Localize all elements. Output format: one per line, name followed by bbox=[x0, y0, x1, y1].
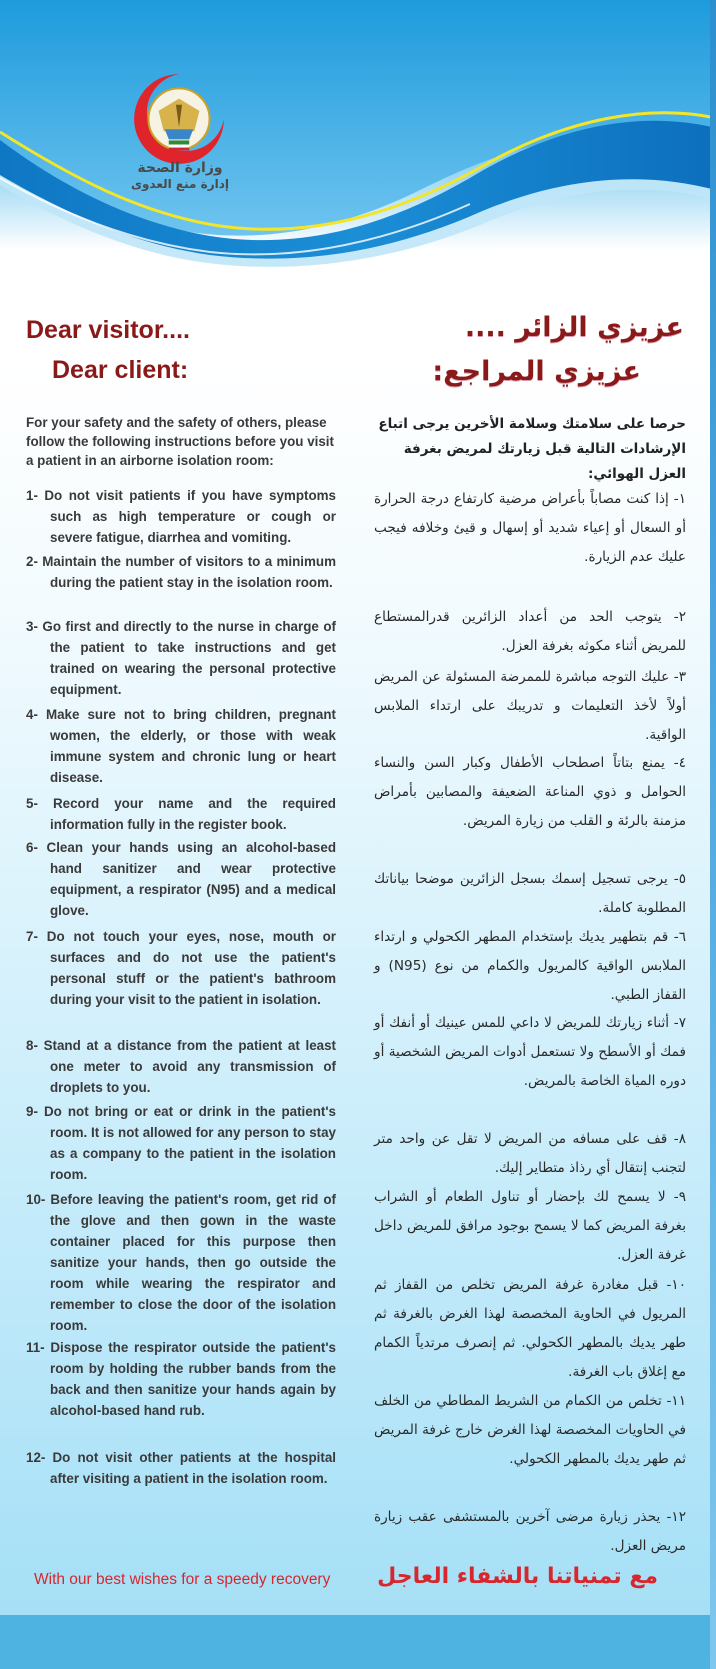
english-heading-visitor: Dear visitor.... bbox=[26, 316, 190, 344]
ministry-crest-icon bbox=[128, 68, 230, 170]
arabic-item-10: ١٠- قبل مغادرة غرفة المريض تخلص من القفاز ثم المريول في الحاوية المخصصة لهذا الغرض بالغرفة ثم طهر يديك بالمطهر الكحولي. ثم إنصرف مرتدياً الكمام مع إغلاق باب الغرفة. bbox=[374, 1277, 686, 1380]
arabic-heading-visitor: عزيزي الزائر .... bbox=[464, 312, 684, 343]
arabic-item-2: ٢- يتوجب الحد من أعداد الزائرين قدرالمستطاع للمريض أثناء مكوثه بغرفة العزل. bbox=[374, 609, 686, 654]
arabic-item-5: ٥- يرجى تسجيل إسمك بسجل الزائرين موضحا بياناتك المطلوبة كاملة. bbox=[374, 871, 686, 916]
arabic-item-8: ٨- قف على مسافه من المريض لا تقل عن واحد متر لتجنب إنتقال أي رذاذ متطاير إليك. bbox=[374, 1131, 686, 1176]
arabic-closing: مع تمنياتنا بالشفاء العاجل bbox=[377, 1564, 658, 1589]
english-item-6: 6- Clean your hands using an alcohol-based hand sanitizer and wear protective equipment, a respirator (N95) and a medical glove. bbox=[26, 840, 336, 918]
arabic-intro: حرصا على سلامتك وسلامة الأخرين يرجى اتباع الإرشادات التالية قبل زيارتك لمريض بغرفة العزل الهوائي: bbox=[378, 416, 686, 482]
english-item-4: 4- Make sure not to bring children, pregnant women, the elderly, or those with weak immune system and chronic lung or heart disease. bbox=[26, 707, 336, 785]
english-item-10: 10- Before leaving the patient's room, get rid of the glove and then gown in the waste container placed for this purpose then sanitize your hands, then go outside the room while wearing the respirator and remember to close the door of the isolation room. bbox=[26, 1192, 336, 1333]
arabic-item-9: ٩- لا يسمح لك بإحضار أو تناول الطعام أو الشراب بغرفة المريض كما لا يسمح بوجود مرافق للمريض داخل غرفة العزل. bbox=[374, 1189, 686, 1263]
arabic-item-12: ١٢- يحذر زيارة مرضى آخرين بالمستشفى عقب زيارة مريض العزل. bbox=[374, 1509, 686, 1554]
right-edge-stripe bbox=[710, 0, 716, 1669]
arabic-item-6: ٦- قم بتطهير يديك بإستخدام المطهر الكحولي و ارتداء الملابس الواقية كالمريول والكمام من نوع (N95) و القفاز الطبي. bbox=[374, 929, 686, 1003]
arabic-item-11: ١١- تخلص من الكمام من الشريط المطاطي من الخلف في الحاويات المخصصة لهذا الغرض خارج غرفة المريض ثم طهر يديك بالمطهر الكحولي. bbox=[374, 1393, 686, 1467]
bottom-band bbox=[0, 1615, 716, 1669]
english-item-5: 5- Record your name and the required information fully in the register book. bbox=[26, 796, 336, 832]
english-item-1: 1- Do not visit patients if you have symptoms such as high temperature or cough or severe fatigue, diarrhea and vomiting. bbox=[26, 488, 336, 545]
english-item-3: 3- Go first and directly to the nurse in charge of the patient to take instructions and get trained on wearing the personal protective equipment. bbox=[26, 619, 336, 697]
arabic-item-1: ١- إذا كنت مصاباً بأعراض مرضية كارتفاع درجة الحرارة أو السعال أو إعياء شديد أو إسهال و قيئ وخلافه فيجب عليك عدم الزيارة. bbox=[374, 491, 686, 565]
arabic-item-7: ٧- أثناء زيارتك للمريض لا داعي للمس عينيك أو أنفك أو فمك أو الأسطح ولا تستعمل أدوات المريض الشخصية أو دوره المياة الخاصة بالمريض. bbox=[374, 1015, 686, 1089]
english-item-11: 11- Dispose the respirator outside the patient's room by holding the rubber bands from the back and then sanitize your hands again by alcohol-based hand rub. bbox=[26, 1340, 336, 1418]
arabic-item-4: ٤- يمنع بتاتاً اصطحاب الأطفال وكبار السن والنساء الحوامل و ذوي المناعة الضعيفة والمصابين بأمراض مزمنة بالرئة و القلب من زيارة المريض. bbox=[374, 755, 686, 829]
ministry-name: وزارة الصحة bbox=[137, 160, 223, 176]
english-item-9: 9- Do not bring or eat or drink in the patient's room. It is not allowed for any person to stay as a company to the patient in the isolation room. bbox=[26, 1104, 336, 1182]
english-intro: For your safety and the safety of others, please follow the following instructions before you visit a patient in an airborne isolation room: bbox=[26, 415, 334, 468]
english-closing: With our best wishes for a speedy recovery bbox=[34, 1571, 331, 1588]
english-item-8: 8- Stand at a distance from the patient at least one meter to avoid any transmission of droplets to you. bbox=[26, 1038, 336, 1095]
english-item-12: 12- Do not visit other patients at the hospital after visiting a patient in the isolation room. bbox=[26, 1450, 336, 1486]
department-name: إدارة منع العدوى bbox=[130, 177, 230, 191]
english-item-2: 2- Maintain the number of visitors to a minimum during the patient stay in the isolation room. bbox=[26, 554, 336, 590]
arabic-item-3: ٣- عليك التوجه مباشرة للممرضة المسئولة عن المريض أولاً لأخذ التعليمات و تدريبك على ارتداء الملابس الواقية. bbox=[374, 669, 686, 743]
english-heading-client: Dear client: bbox=[52, 356, 189, 384]
english-item-7: 7- Do not touch your eyes, nose, mouth or surfaces and do not use the patient's personal stuff or the patient's bathroom during your visit to the patient in isolation. bbox=[26, 929, 336, 1007]
wave-header-graphic bbox=[0, 0, 716, 280]
arabic-heading-client: عزيزي المراجع: bbox=[432, 356, 641, 387]
